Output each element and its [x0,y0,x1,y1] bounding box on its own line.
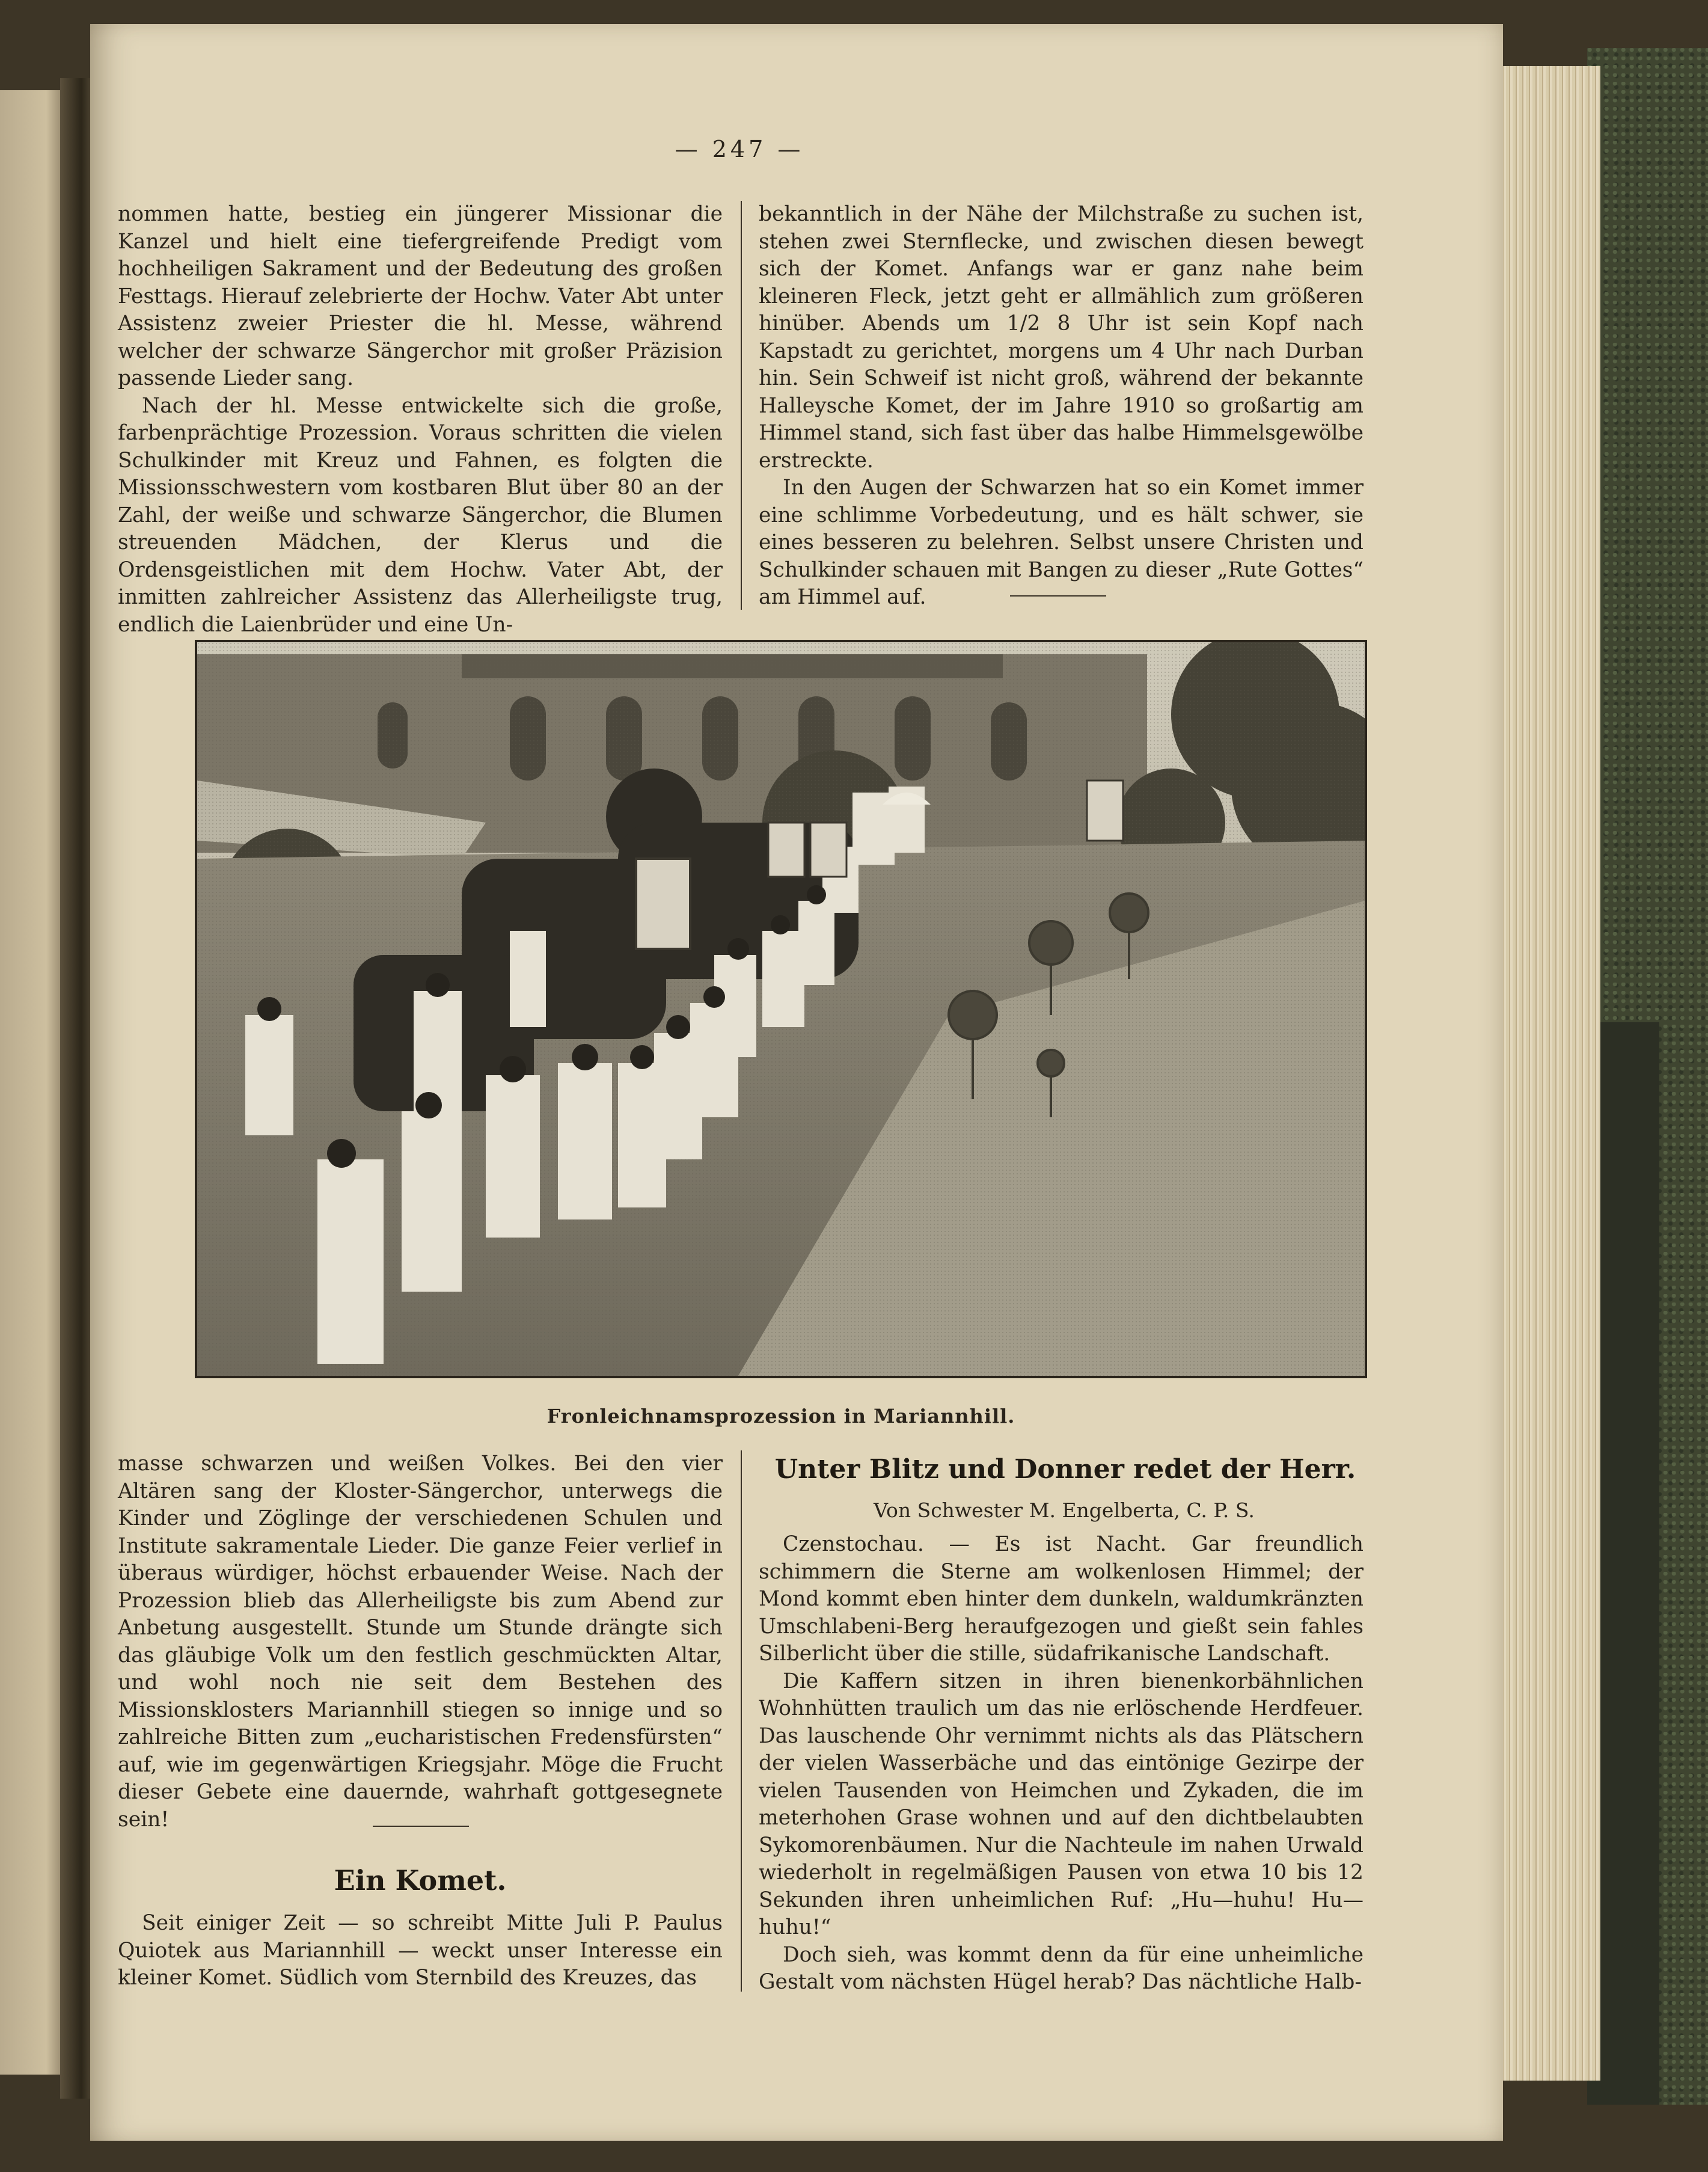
left-page-edge [0,90,66,2075]
column-divider [741,201,742,610]
article-column [759,1531,1364,1996]
article-byline: Von Schwester M. Engelberta, C. P. S. [874,1499,1255,1522]
column-divider [741,1450,742,1992]
procession-photo [195,640,1367,1378]
bottom-left-column [118,1450,723,1833]
banner [636,859,690,949]
paragraph: masse schwarzen und weißen Volkes. Bei den vier Altären sang der Kloster-Sängerchor, unterwegs die Kinder und Zöglinge der verschiedenen Schulen und Institute sakramentale Lieder. Die ganze Feier verlief in überaus würdiger, höchst erbauender Weise. Nach der Prozession blieb das Allerheiligste bis zum Abend zur Anbetung ausgestellt. Stunde um Stunde drängte sich das gläubige Volk um den festlich geschmückten Altar, und wohl noch nie seit dem Bestehen des Missionsklosters Mariannhill stiegen so innige und so zahlreiche Bitten zum „eucharistischen Fredensfürsten“ auf, wie im gegenwärtigen Kriegsjahr. Möge die Frucht dieser Gebete eine dauernde, wahrhaft gottgesegnete sein! [118,1452,723,1832]
paragraph: Czenstochau. — Es ist Nacht. Gar freundlich schimmern die Sterne am wolkenlosen Himmel; der Mond kommt eben hinter dem dunkeln, waldumkränzten Umschlabeni-Berg heraufgezogen und gießt sein fahles Silberlicht über die stille, südafrikanische Landschaft. [759,1532,1364,1666]
section-rule [373,1826,469,1827]
top-left-column [118,201,723,639]
paragraph: bekanntlich in der Nähe der Milchstraße zu suchen ist, stehen zwei Sternflecke, und zwischen diesen bewegt sich der Komet. Anfangs war er ganz nahe beim kleineren Fleck, jetzt geht er allmählich zum größeren hinüber. Abends um 1/2 8 Uhr ist sein Kopf nach Kapstadt zu gerichtet, morgens um 4 Uhr nach Durban hin. Sein Schweif ist nicht groß, während der bekannte Halleysche Komet, der im Jahre 1910 so großartig am Himmel stand, sich fast über das halbe Himmelsgewölbe erstreckte. [759,202,1364,473]
photo-caption: Fronleichnamsprozession in Mariannhill. [546,1405,1015,1428]
top-right-column [759,201,1364,612]
komet-heading: Ein Komet. [334,1864,507,1897]
section-rule [1010,595,1106,597]
paragraph: Die Kaffern sitzen in ihren bienenkorbähnlichen Wohnhütten traulich um das nie erlöschende Herdfeuer. Das lauschende Ohr vernimmt nichts als das Plätschern der vielen Wasserbäche und das eintönige Gezirpe der vielen Tausenden von Heimchen und Zykaden, die im meterhohen Grase wohnen und auf den dichtbelaubten Sykomorenbäumen. Nur die Nachteule im nahen Urwald wiederholt in regelmäßigen Pausen von etwa 10 bis 12 Sekunden ihren unheimlichen Ruf: „Hu—huhu! Hu—huhu!“ [759,1669,1364,1939]
paragraph: nommen hatte, bestieg ein jüngerer Missionar die Kanzel und hielt eine tiefergreifende Predigt vom hochheiligen Sakrament und der Bedeutung des großen Festtags. Hierauf zelebrierte der Hochw. Vater Abt unter Assistenz zweier Priester die hl. Messe, während welcher der schwarze Sängerchor mit großer Präzision passende Lieder sang. [118,202,723,390]
page-number: — 247 — [675,136,804,162]
article-heading: Unter Blitz und Donner redet der Herr. [774,1454,1356,1485]
paragraph: Seit einiger Zeit — so schreibt Mitte Juli P. Paulus Quiotek aus Mariannhill — weckt unser Interesse ein kleiner Komet. Südlich vom Sternbild des Kreuzes, das [118,1911,723,1990]
paragraph: Nach der hl. Messe entwickelte sich die große, farbenprächtige Prozession. Voraus schritten die vielen Schulkinder mit Kreuz und Fahnen, es folgten die Missionsschwestern vom kostbaren Blut über 80 an der Zahl, der weiße und schwarze Sängerchor, die Blumen streuenden Mädchen, der Klerus und die Ordensgeistlichen mit dem Hochw. Vater Abt, der inmitten zahlreicher Assistenz das Allerheiligste trug, endlich die Laienbrüder und eine Un- [118,393,723,637]
komet-column [118,1910,723,1992]
paragraph: Doch sieh, was kommt denn da für eine unheimliche Gestalt vom nächsten Hügel herab? Das nächtliche Halb- [759,1942,1364,1994]
paragraph: In den Augen der Schwarzen hat so ein Komet immer eine schlimme Vorbedeutung, und es hält schwer, sie eines besseren zu belehren. Selbst unsere Christen und Schulkinder schauen mit Bangen zu dieser „Rute Gottes“ am Himmel auf. [759,476,1364,609]
